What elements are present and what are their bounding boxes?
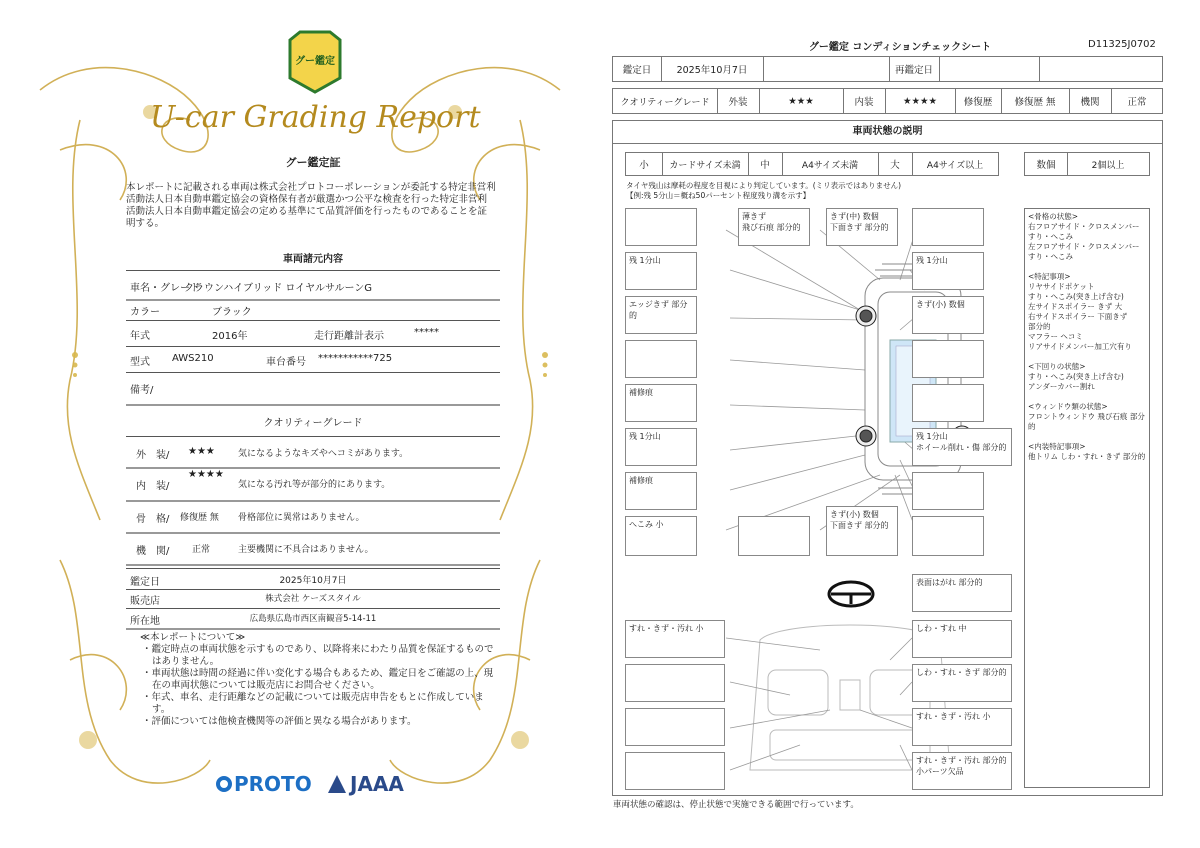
size-small: 小 [626, 153, 663, 175]
damage-box: へこみ 小 [625, 516, 697, 556]
address-label: 所在地 [130, 616, 160, 627]
note-line: すり・へこみ(突き上げ含む) [1028, 292, 1124, 301]
note-line: リヤサイドポケット [1028, 282, 1095, 291]
cert-title: グー鑑定証 [285, 156, 341, 169]
quality-row-interior [126, 466, 500, 502]
note-line: すり・へこみ [1028, 232, 1073, 241]
damage-box [912, 340, 984, 378]
year-label: 年式 [130, 331, 150, 342]
jaaa-logo-text: JAAA [350, 772, 404, 796]
damage-box: しわ・すれ・きず 部分的 [912, 664, 1012, 702]
reinspect-date-value [939, 57, 1040, 81]
address-value: 広島県広島市西区南観音5-14-11 [249, 614, 377, 624]
damage-box: 残 1分山 [912, 252, 984, 290]
spec-row-remarks [126, 372, 500, 406]
damage-box: きず(小) 数個 [912, 296, 984, 334]
tire-example: 【例:残 5分山＝概ね50パーセント程度残り溝を示す】 [626, 191, 811, 200]
frame-desc: 骨格部位に異常はありません。 [238, 513, 365, 523]
note-line: フロントウィンドウ 飛び石痕 部分的 [1028, 412, 1145, 431]
note-line [1028, 352, 1146, 362]
note-line: 部分的 [1028, 322, 1051, 331]
spec-row-color [126, 298, 500, 321]
note-line: マフラー ヘコミ [1028, 332, 1083, 341]
size-large-desc: A4サイズ以上 [926, 160, 984, 171]
count-label: 数個 [1025, 153, 1068, 175]
damage-box: きず(中) 数個 下面きず 部分的 [826, 208, 898, 246]
size-medium-desc: A4サイズ未満 [782, 153, 879, 175]
state-title: 車両状態の説明 [613, 121, 1162, 144]
damage-box [912, 384, 984, 422]
sheet-title: グー鑑定 コンディションチェックシート [808, 42, 992, 53]
note-line: 右フロアサイド・クロスメンバー [1028, 222, 1140, 231]
damage-box: 残 1分山 [625, 428, 697, 466]
model-value: AWS210 [172, 353, 214, 364]
note-line: <ウィンドウ類の状態> [1028, 402, 1108, 411]
engine-label: 機 関/ [136, 546, 170, 557]
quality-row-frame [126, 500, 500, 534]
note-line: 左サイドスポイラー きず 大 [1028, 302, 1123, 311]
size-legend [625, 152, 999, 176]
damage-box [625, 208, 697, 246]
note-line: <特記事項> [1028, 272, 1071, 281]
exterior-desc: 気になるようなキズやヘコミがあります。 [238, 449, 409, 459]
damage-box: しわ・すれ 中 [912, 620, 1012, 658]
spec-row-year [126, 320, 500, 347]
color-label: カラー [130, 307, 160, 318]
goo-badge-text: グー鑑定 [295, 56, 335, 67]
damage-box: 残 1分山 [625, 252, 697, 290]
note-line [1028, 432, 1146, 442]
tire-note: タイヤ残山は摩耗の程度を目視により判定しています。(ミリ表示ではありません) [626, 181, 902, 190]
quality-grade-label: クオリティーグレード [613, 89, 718, 113]
grade-row [612, 88, 1163, 114]
interior-label: 内 装/ [136, 481, 170, 492]
note-line [1028, 262, 1146, 272]
quality-row-engine [126, 532, 500, 566]
damage-box [625, 708, 725, 746]
special-notes-box [1024, 208, 1150, 788]
condition-check-sheet [600, 0, 1200, 848]
color-value: ブラック [212, 307, 252, 318]
steering-wheel-icon [826, 578, 876, 610]
interior-value: ★★★★ [885, 89, 956, 113]
footer-row-date [126, 568, 500, 590]
note-item: ・鑑定時点の車両状態を示すものであり、以降将来にわたり品質を保証するものではありません。 [142, 644, 494, 667]
model-label: 型式 [130, 357, 150, 368]
repair-value: 修復歴 無 [1001, 89, 1070, 113]
damage-box [625, 752, 725, 790]
odo-label: 走行距離計表示 [314, 331, 384, 342]
name-label: 車名・グレード [130, 283, 200, 294]
quality-row-exterior [126, 436, 500, 469]
spec-row-name [126, 270, 500, 301]
damage-box [912, 208, 984, 246]
exterior-value: ★★★ [759, 89, 844, 113]
remarks-label: 備考/ [130, 385, 154, 396]
intro-text: 本レポートに記載される車両は株式会社プロトコーポレーションが委託する特定非営利活動法人日本自動車鑑定協会の資格保有者が厳選かつ公平な検査を行った特定非営利活動法人日本自動車鑑定協会の定める基準にて品質評価を行ったものであることを証明する。 [126, 182, 496, 229]
dealer-value: 株式会社 ケーズスタイル [265, 594, 361, 604]
exterior-grade: ★★★ [188, 446, 215, 457]
proto-logo [216, 772, 312, 796]
note-line: すり・へこみ [1028, 252, 1073, 261]
note-line: すり・へこみ(突き上げ含む) [1028, 372, 1124, 381]
damage-box: 表面はがれ 部分的 [912, 574, 1012, 612]
chassis-label: 車台番号 [266, 357, 306, 368]
dealer-label: 販売店 [130, 596, 160, 607]
count-legend [1024, 152, 1150, 176]
chassis-value: ***********725 [318, 353, 393, 364]
damage-box: 補修痕 [625, 384, 697, 422]
note-line: 右サイドスポイラー 下面きず [1028, 312, 1128, 321]
interior-label: 内装 [843, 89, 886, 113]
repair-label: 修復歴 [955, 89, 1002, 113]
footer-row-address [126, 608, 500, 630]
exterior-label: 外 装/ [136, 450, 170, 461]
reinspect-date-label: 再鑑定日 [889, 57, 940, 81]
spec-row-model [126, 346, 500, 373]
note-line: <骨格の状態> [1028, 212, 1079, 221]
damage-box: きず(小) 数個 下面きず 部分的 [826, 506, 898, 556]
engine-label: 機関 [1069, 89, 1112, 113]
date-row [612, 56, 1163, 82]
note-item: ・車両状態は時間の経過に伴い変化する場合もあるため、鑑定日をご確認の上、現在の車両状態については販売店にお問合せください。 [142, 668, 494, 691]
damage-box [912, 516, 984, 556]
engine-value: 正常 [1127, 97, 1147, 108]
damage-box: エッジきず 部分的 [625, 296, 697, 334]
footer-row-dealer [126, 588, 500, 609]
damage-box: 補修痕 [625, 472, 697, 510]
damage-box: すれ・きず・汚れ 小 [912, 708, 1012, 746]
size-small-desc: カードサイズ未満 [662, 153, 749, 175]
damage-box: すれ・きず・汚れ 小 [625, 620, 725, 658]
frame-grade: 修復歴 無 [180, 513, 219, 523]
date-blank [763, 57, 890, 81]
engine-grade: 正常 [192, 545, 211, 555]
date-value: 2025年10月7日 [279, 576, 347, 586]
script-title: U-car Grading Report [150, 100, 481, 135]
report-notes [140, 632, 500, 728]
note-line: リアサイドメンバー加工穴有り [1028, 342, 1132, 351]
jaaa-logo-icon [328, 775, 346, 793]
damage-box [625, 340, 697, 378]
date-blank-end [1039, 57, 1163, 81]
engine-desc: 主要機関に不具合はありません。 [238, 545, 374, 555]
damage-box: 残 1分山 ホイール削れ・傷 部分的 [912, 428, 1012, 466]
size-medium: 中 [748, 153, 783, 175]
doc-id: D11325J0702 [1088, 39, 1156, 50]
damage-box: すれ・きず・汚れ 部分的 小パーツ欠品 [912, 752, 1012, 790]
interior-grade: ★★★★ [188, 469, 224, 480]
note-line: 左フロアサイド・クロスメンバー [1028, 242, 1140, 251]
inspect-date-value: 2025年10月7日 [661, 57, 764, 81]
note-line: アンダーカバー割れ [1028, 382, 1095, 391]
quality-title: クオリティーグレード [263, 418, 363, 429]
exterior-label: 外装 [717, 89, 760, 113]
damage-box [625, 664, 725, 702]
damage-box [912, 472, 984, 510]
proto-logo-text: PROTO [234, 772, 312, 796]
name-value: クラウンハイブリッド ロイヤルサルーンG [184, 283, 373, 294]
note-line: <内装特記事項> [1028, 442, 1086, 451]
interior-desc: 気になる汚れ等が部分的にあります。 [238, 480, 391, 490]
damage-box [738, 516, 810, 556]
note-item: ・評価については他検査機関等の評価と異なる場合があります。 [142, 716, 417, 727]
note-line: <下回りの状態> [1028, 362, 1086, 371]
date-label: 鑑定日 [130, 577, 160, 588]
note-item: ・年式、車名、走行距離などの記載については販売店申告をもとに作成しています。 [142, 692, 484, 715]
size-large: 大 [878, 153, 913, 175]
odo-value: ***** [414, 327, 439, 338]
count-desc: 2個以上 [1091, 160, 1125, 171]
frame-label: 骨 格/ [136, 514, 170, 525]
notes-title: ≪本レポートについて≫ [140, 632, 246, 643]
proto-logo-icon [216, 776, 232, 792]
specs-title: 車両諸元内容 [283, 254, 343, 265]
year-value: 2016年 [212, 331, 248, 342]
jaaa-logo [328, 772, 404, 796]
bottom-note: 車両状態の確認は、停止状態で実施できる範囲で行っています。 [613, 800, 859, 810]
inspect-date-label: 鑑定日 [613, 57, 662, 81]
damage-box: 薄きず 飛び石痕 部分的 [738, 208, 810, 246]
note-line: 他トリム しわ・すれ・きず 部分的 [1028, 452, 1146, 461]
note-line [1028, 392, 1146, 402]
